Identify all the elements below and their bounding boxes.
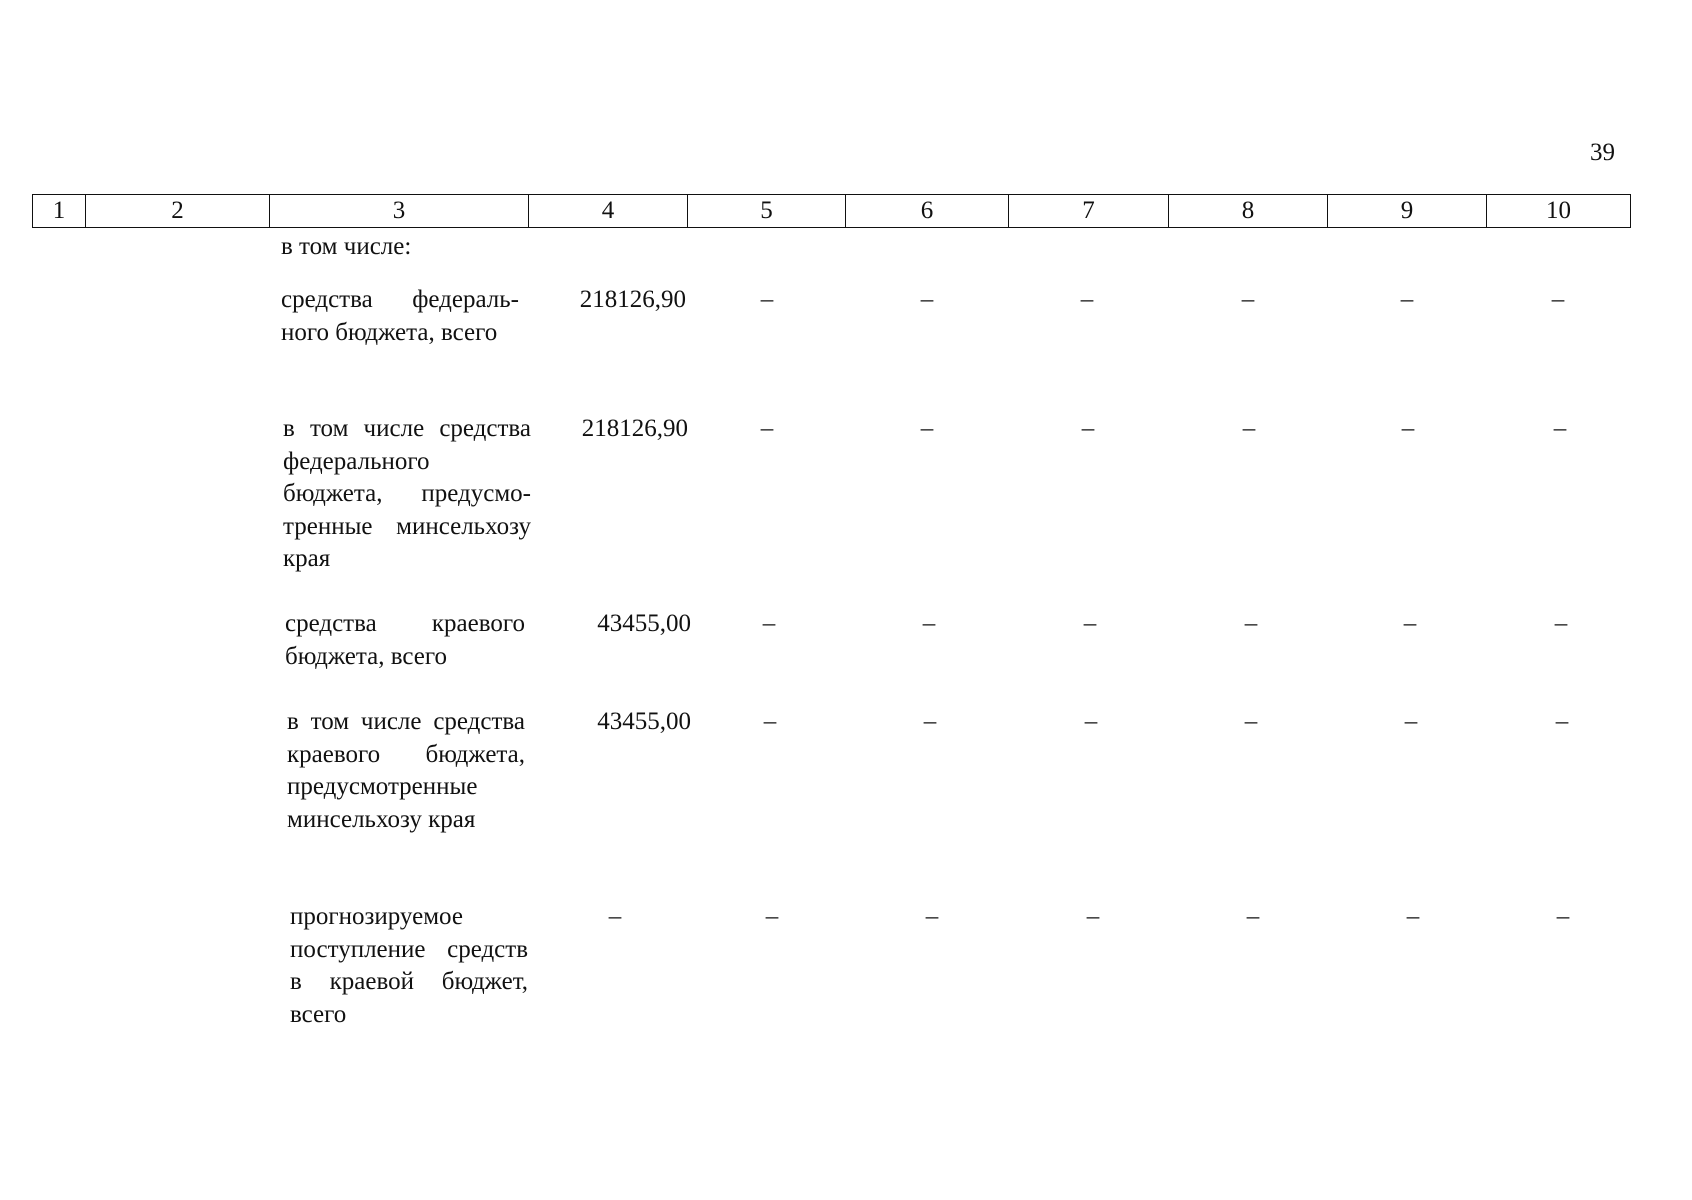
row-value-col4: 218126,90 bbox=[579, 286, 686, 313]
header-col-1: 1 bbox=[33, 195, 86, 228]
row-value-col7: – bbox=[1081, 415, 1095, 442]
row-value-col9: – bbox=[1403, 610, 1417, 637]
row-label: средства краевого бюджета, всего bbox=[285, 610, 525, 670]
row-value-col7: – bbox=[1080, 286, 1094, 313]
row-value-col10: – bbox=[1554, 610, 1568, 637]
row-value-col4: 43455,00 bbox=[597, 708, 691, 735]
row-value-col7: – bbox=[1084, 708, 1098, 735]
header-col-7: 7 bbox=[1009, 195, 1169, 228]
row-value-col9: – bbox=[1400, 286, 1414, 313]
row-value-col8: – bbox=[1242, 415, 1256, 442]
row-value-col6: – bbox=[922, 610, 936, 637]
row-value-col10: – bbox=[1555, 708, 1569, 735]
row-value-col8: – bbox=[1241, 286, 1255, 313]
row-value-col5: – bbox=[762, 610, 776, 637]
row-value-col10: – bbox=[1551, 286, 1565, 313]
row-label: в том числе средства краевого бюджета, предусмотренные минсельхозу края bbox=[287, 708, 525, 833]
header-col-8: 8 bbox=[1169, 195, 1328, 228]
row-value-col5: – bbox=[760, 286, 774, 313]
row-value-col8: – bbox=[1246, 903, 1260, 930]
row-value-col10: – bbox=[1553, 415, 1567, 442]
header-col-6: 6 bbox=[846, 195, 1009, 228]
row-value-col6: – bbox=[920, 415, 934, 442]
header-col-9: 9 bbox=[1328, 195, 1487, 228]
row-value-col7: – bbox=[1083, 610, 1097, 637]
header-col-4: 4 bbox=[529, 195, 688, 228]
row-value-col6: – bbox=[925, 903, 939, 930]
row-value-col4: 218126,90 bbox=[581, 415, 688, 442]
row-value-col6: – bbox=[923, 708, 937, 735]
row-value-col8: – bbox=[1244, 610, 1258, 637]
row-value-col5: – bbox=[763, 708, 777, 735]
intro-label: в том числе: bbox=[281, 233, 412, 260]
row-value-col6: – bbox=[920, 286, 934, 313]
header-col-2: 2 bbox=[86, 195, 270, 228]
header-col-10: 10 bbox=[1487, 195, 1631, 228]
row-label: средства федерального бюджета, всего bbox=[281, 286, 519, 346]
column-number-header bbox=[32, 194, 1631, 228]
row-value-col5: – bbox=[765, 903, 779, 930]
row-label: прогнозируемое поступление средств в краевой бюджет, всего bbox=[290, 903, 528, 1028]
row-value-col10: – bbox=[1556, 903, 1570, 930]
header-col-3: 3 bbox=[270, 195, 529, 228]
row-value-col9: – bbox=[1406, 903, 1420, 930]
row-value-col7: – bbox=[1086, 903, 1100, 930]
row-label: в том числе средства федерального бюджета, предусмотренные минсельхозу края bbox=[283, 415, 531, 572]
row-value-col5: – bbox=[760, 415, 774, 442]
row-value-col9: – bbox=[1404, 708, 1418, 735]
row-value-col9: – bbox=[1401, 415, 1415, 442]
header-col-5: 5 bbox=[688, 195, 846, 228]
row-value-col4: – bbox=[608, 903, 622, 930]
row-value-col4: 43455,00 bbox=[597, 610, 691, 637]
page-number: 39 bbox=[1590, 139, 1615, 166]
row-value-col8: – bbox=[1244, 708, 1258, 735]
